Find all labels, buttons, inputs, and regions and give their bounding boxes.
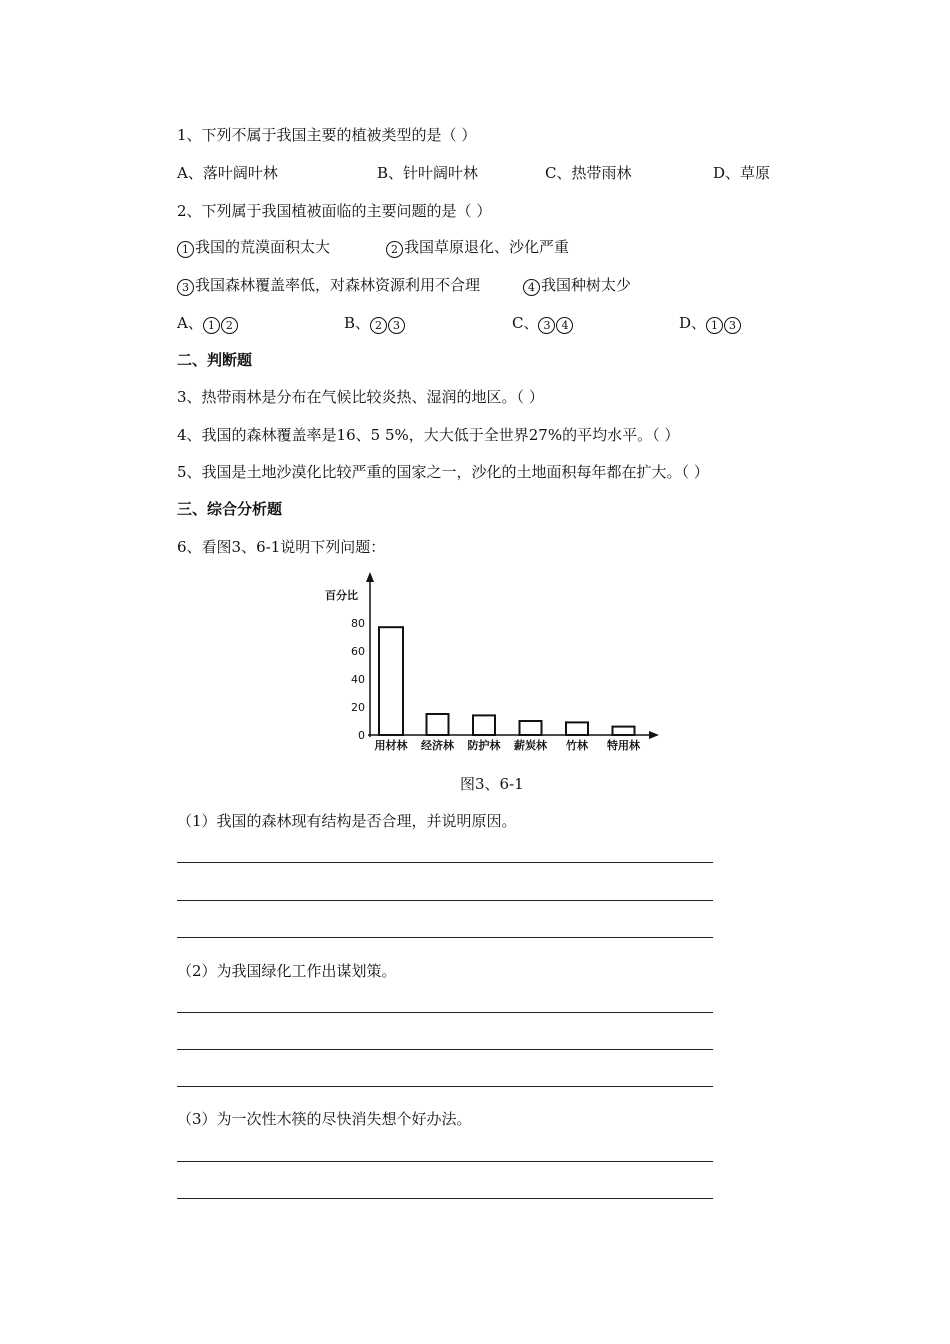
q2-stem: 2、下列属于我国植被面临的主要问题的是（ ）: [177, 202, 492, 220]
bar-4: [520, 721, 542, 735]
circled-number: 4: [556, 317, 573, 334]
answer-line[interactable]: [177, 862, 713, 863]
q2-option-d: [679, 312, 742, 334]
option-letter: D、: [679, 314, 707, 332]
circled-number: 3: [388, 317, 405, 334]
section3-title: 三、综合分析题: [177, 500, 283, 518]
circled-number: 3: [724, 317, 741, 334]
answer-line[interactable]: [177, 937, 713, 938]
answer-line[interactable]: [177, 1049, 713, 1050]
q2-item-2: [386, 236, 569, 258]
circled-number: 2: [221, 317, 238, 334]
sub-question-3: （3）为一次性木筷的尽快消失想个好办法。: [177, 1110, 472, 1128]
q2-option-c: [512, 312, 574, 334]
q3-text: 3、热带雨林是分布在气候比较炎热、湿润的地区。（ ）: [177, 388, 544, 406]
y-tick-label: 60: [351, 645, 365, 658]
circled-number: 2: [370, 317, 387, 334]
x-tick-label: 防护林: [467, 739, 501, 752]
y-tick-label: 40: [351, 673, 365, 686]
bar-6: [613, 727, 635, 735]
q1-option-a: A、落叶阔叶林: [177, 164, 278, 182]
q5-text: 5、我国是土地沙漠化比较严重的国家之一，沙化的土地面积每年都在扩大。（ ）: [177, 463, 709, 481]
x-tick-label: 经济林: [421, 739, 454, 752]
q2-item-3: [177, 274, 480, 296]
q2-item-text: 我国种树太少: [541, 276, 632, 294]
section2-title: 二、判断题: [177, 351, 253, 369]
answer-line[interactable]: [177, 900, 713, 901]
option-letter: A、: [177, 314, 203, 332]
circled-number: 3: [177, 279, 194, 296]
q1-option-d: D、草原: [713, 164, 771, 182]
option-letter: C、: [512, 314, 539, 332]
answer-line[interactable]: [177, 1012, 713, 1013]
y-tick-label: 20: [351, 701, 365, 714]
circled-number: 1: [177, 241, 194, 258]
circled-number: 1: [706, 317, 723, 334]
q2-item-text: 我国森林覆盖率低，对森林资源利用不合理: [195, 276, 481, 294]
answer-line[interactable]: [177, 1161, 713, 1162]
bar-2: [427, 714, 449, 735]
sub-question-2: （2）为我国绿化工作出谋划策。: [177, 962, 397, 980]
bar-3: [473, 715, 495, 735]
x-tick-label: 竹林: [566, 739, 588, 752]
y-tick-label: 0: [358, 729, 365, 742]
y-axis-label: 百分比: [325, 589, 358, 602]
answer-line[interactable]: [177, 1086, 713, 1087]
figure-caption: 图3、6-1: [460, 775, 524, 793]
q4-text: 4、我国的森林覆盖率是16、5 5%，大大低于全世界27%的平均水平。（ ）: [177, 426, 680, 444]
q2-item-1: [177, 236, 330, 258]
circled-number: 3: [538, 317, 555, 334]
forest-structure-bar-chart: [315, 568, 675, 763]
q1-option-c: C、热带雨林: [545, 164, 632, 182]
answer-line[interactable]: [177, 1198, 713, 1199]
x-axis-arrow: [649, 731, 659, 739]
q6-text: 6、看图3、6-1说明下列问题：: [177, 538, 386, 556]
bar-5: [566, 722, 588, 735]
circled-number: 2: [386, 241, 403, 258]
circled-number: 4: [523, 279, 540, 296]
y-axis-arrow: [366, 572, 374, 582]
bar-1: [379, 627, 403, 735]
q2-item-4: [523, 274, 631, 296]
q1-option-b: B、针叶阔叶林: [377, 164, 479, 182]
y-tick-label: 80: [351, 617, 365, 630]
option-letter: B、: [344, 314, 371, 332]
x-tick-label: 用材林: [374, 739, 408, 752]
circled-number: 1: [203, 317, 220, 334]
sub-question-1: （1）我国的森林现有结构是否合理，并说明原因。: [177, 812, 517, 830]
q1-stem: 1、下列不属于我国主要的植被类型的是（ ）: [177, 126, 477, 144]
q2-item-text: 我国草原退化、沙化严重: [404, 238, 570, 256]
x-tick-label: 薪炭林: [514, 739, 547, 752]
q2-option-a: [177, 312, 239, 334]
q2-option-b: [344, 312, 406, 334]
q2-item-text: 我国的荒漠面积太大: [195, 238, 331, 256]
x-tick-label: 特用林: [607, 739, 640, 752]
